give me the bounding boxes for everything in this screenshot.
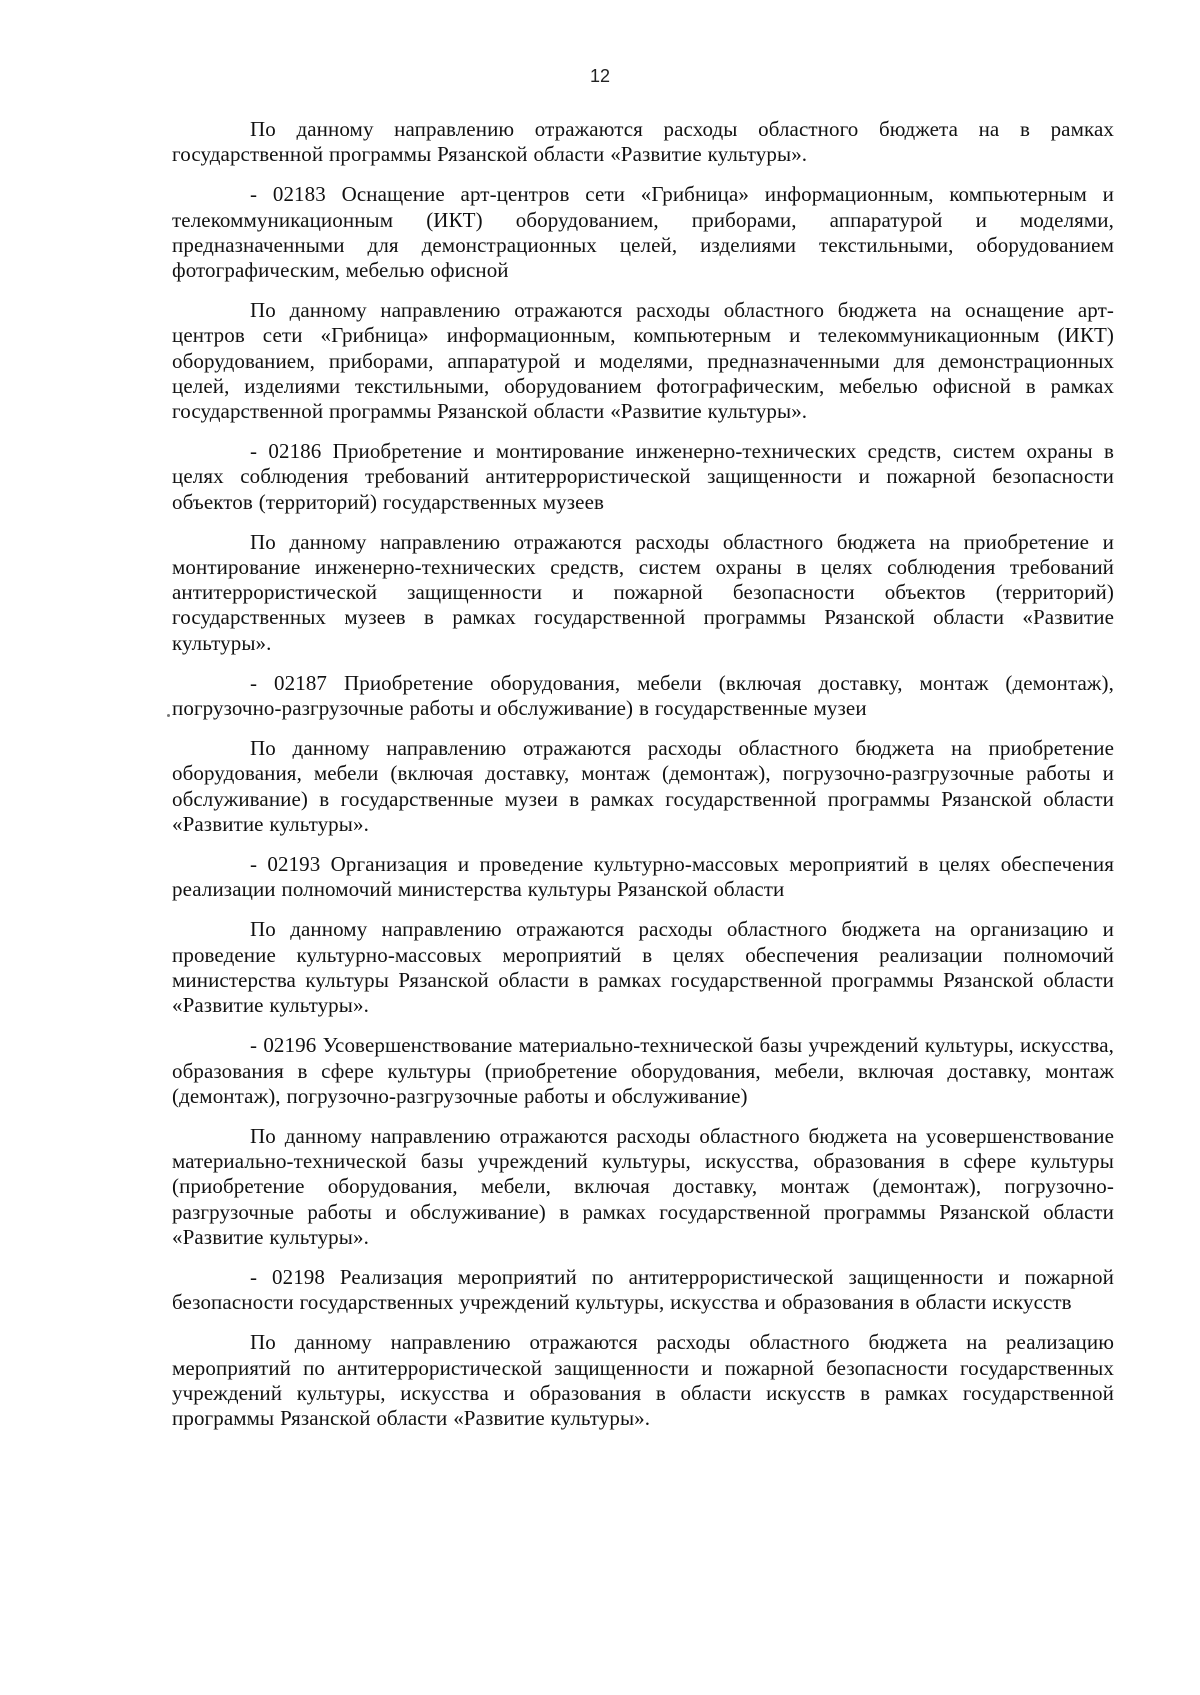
paragraph-intro-1: По данному направлению отражаются расходы областного бюджета на в рамках государственной программы Рязанской области «Развитие культуры». [172, 117, 1114, 167]
document-body [172, 117, 1114, 1446]
paragraph-02196-description: По данному направлению отражаются расходы областного бюджета на усовершенствование материально-технической базы учреждений культуры, искусства, образования в сфере культуры (приобретение оборудования, мебели, включая доставку, монтаж (демонтаж), погрузочно-разгрузочные работы и обслуживание) в рамках государственной программы Рязанской области «Развитие культуры». [172, 1123, 1114, 1249]
item-02196: - 02196 Усовершенствование материально-технической базы учреждений культуры, искусства, образования в сфере культуры (приобретение оборудования, мебели, включая доставку, монтаж (демонтаж), погрузочно-разгрузочные работы и обслуживание) [172, 1033, 1114, 1108]
paragraph-02198-description: По данному направлению отражаются расходы областного бюджета на реализацию мероприятий по антитеррористической защищенности и пожарной безопасности государственных учреждений культуры, искусства и образования в области искусств в рамках государственной программы Рязанской области «Развитие культуры». [172, 1330, 1114, 1430]
paragraph-02183-description: По данному направлению отражаются расходы областного бюджета на оснащение арт-центров сети «Грибница» информационным, компьютерным и телекоммуникационным (ИКТ) оборудованием, приборами, аппаратурой и моделями, предназначенными для демонстрационных целей, изделиями текстильными, оборудованием фотографическим, мебелью офисной в рамках государственной программы Рязанской области «Развитие культуры». [172, 298, 1114, 424]
page-number: 12 [589, 66, 611, 86]
scan-dot-mark [167, 714, 170, 717]
item-02186: - 02186 Приобретение и монтирование инженерно-технических средств, систем охраны в целях соблюдения требований антитеррористической защищенности и пожарной безопасности объектов (территорий) государственных музеев [172, 439, 1114, 514]
item-02183: - 02183 Оснащение арт-центров сети «Грибница» информационным, компьютерным и телекоммуникационным (ИКТ) оборудованием, приборами, аппаратурой и моделями, предназначенными для демонстрационных целей, изделиями текстильными, оборудованием фотографическим, мебелью офисной [172, 182, 1114, 283]
item-02193: - 02193 Организация и проведение культурно-массовых мероприятий в целях обеспечения реализации полномочий министерства культуры Рязанской области [172, 852, 1114, 902]
item-02187: - 02187 Приобретение оборудования, мебели (включая доставку, монтаж (демонтаж), погрузочно-разгрузочные работы и обслуживание) в государственные музеи [172, 670, 1114, 721]
paragraph-02187-description: По данному направлению отражаются расходы областного бюджета на приобретение оборудования, мебели (включая доставку, монтаж (демонтаж), погрузочно-разгрузочные работы и обслуживание) в государственные музеи в рамках государственной программы Рязанской области «Развитие культуры». [172, 736, 1114, 836]
paragraph-02186-description: По данному направлению отражаются расходы областного бюджета на приобретение и монтирование инженерно-технических средств, систем охраны в целях соблюдения требований антитеррористической защищенности и пожарной безопасности объектов (территорий) государственных музеев в рамках государственной программы Рязанской области «Развитие культуры». [172, 529, 1114, 655]
paragraph-02193-description: По данному направлению отражаются расходы областного бюджета на организацию и проведение культурно-массовых мероприятий в целях обеспечения реализации полномочий министерства культуры Рязанской области в рамках государственной программы Рязанской области «Развитие культуры». [172, 917, 1114, 1018]
item-02198: - 02198 Реализация мероприятий по антитеррористической защищенности и пожарной безопасности государственных учреждений культуры, искусства и образования в области искусств [172, 1264, 1114, 1315]
